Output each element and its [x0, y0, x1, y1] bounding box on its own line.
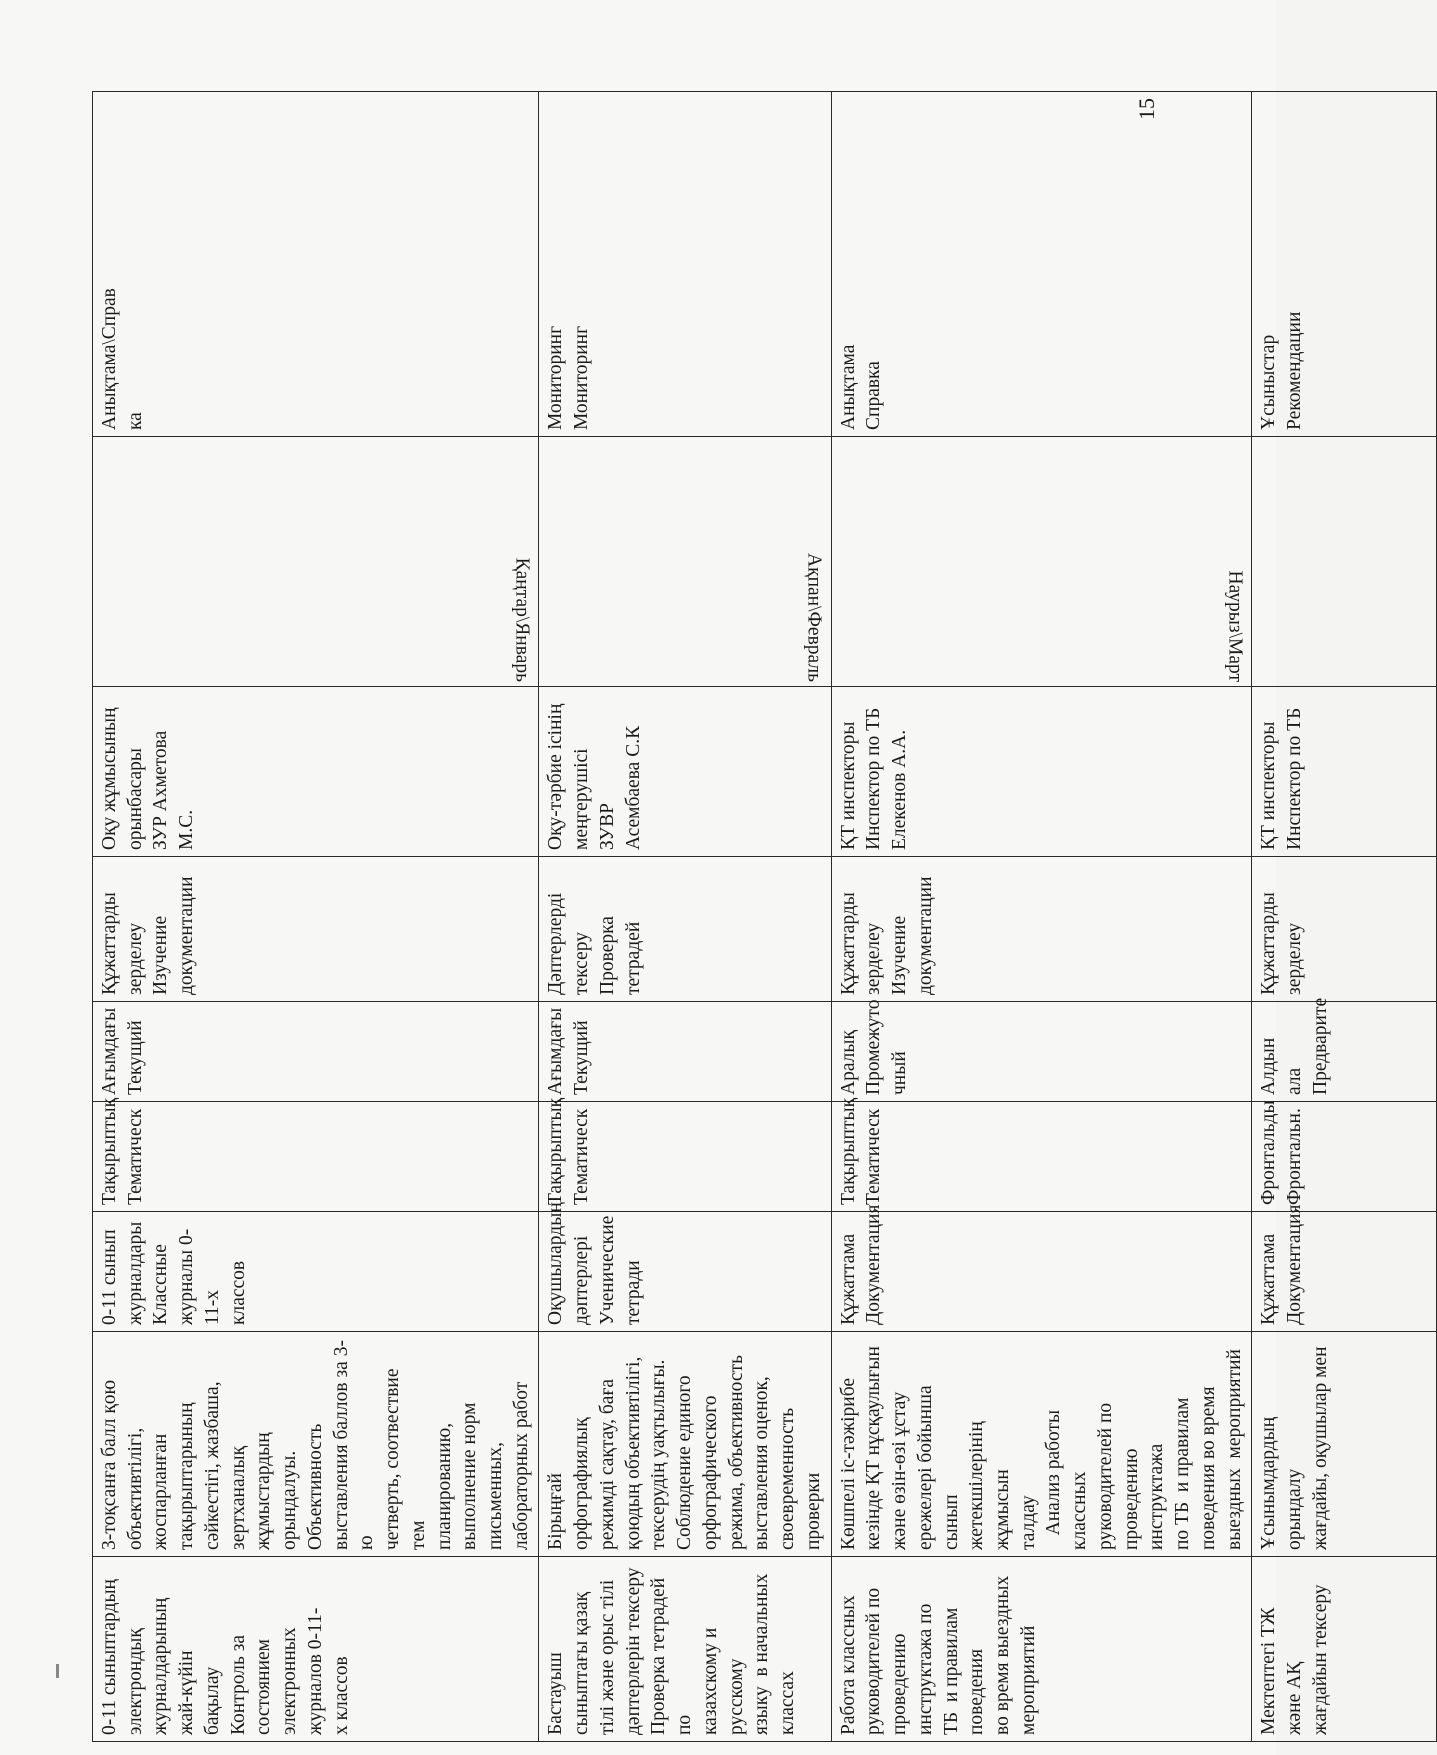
result-line: Ұсыныстар: [1258, 334, 1280, 430]
cell-goal: [539, 1332, 831, 1557]
topic-line: тілі және орыс тілі: [596, 1579, 618, 1735]
topic-line: казахскому и русскому: [699, 1622, 747, 1735]
responsible-line: ЗУР Ахметова: [150, 730, 172, 850]
type-line: Тақырыптық: [545, 1097, 567, 1205]
responsible-line: орынбасары: [124, 747, 146, 850]
goal-line: выполнение норм: [459, 1402, 481, 1550]
topic-line: х классов: [330, 1656, 352, 1735]
topic-line: ТБ и правилам поведения: [940, 1597, 988, 1735]
goal-line: орындалуы.: [279, 1450, 301, 1550]
cell-goal: [831, 1332, 1252, 1557]
table-row: [1252, 92, 1437, 1742]
topic-line: Бастауыш сыныптағы қазақ: [545, 1591, 593, 1735]
topic-line: дәптерлерін тексеру: [622, 1567, 644, 1735]
goal-line: объективтілігі,: [124, 1427, 146, 1550]
topic-line: мероприятий: [1017, 1625, 1039, 1735]
responsible-line: Инспектор по ТБ: [1284, 707, 1306, 850]
goal-line: Объективность: [304, 1423, 326, 1550]
result-line: Справка: [863, 361, 885, 430]
topic-line: электронных журналов 0-11-: [279, 1607, 326, 1735]
object-line: дәптерлері: [571, 1235, 593, 1325]
goal-line: жағдайы, оқушылар мен: [1309, 1346, 1331, 1550]
type-line: Фронтальды: [1258, 1100, 1280, 1205]
object-line: тетради: [622, 1260, 644, 1325]
type-line: Тематическ: [863, 1108, 885, 1205]
cell-month: [93, 437, 539, 687]
cell-object: [1252, 1204, 1437, 1332]
kind-line: Аралық: [837, 1030, 859, 1095]
goal-line: Соблюдение единого: [674, 1375, 696, 1550]
cell-responsible: [1252, 687, 1437, 857]
cell-topic: [831, 1557, 1252, 1742]
responsible-line: Инспектор по ТБ: [863, 707, 885, 850]
method-line: Құжаттарды: [99, 892, 120, 995]
kind-line: Алдын ала: [1258, 1032, 1306, 1095]
cell-topic: [93, 1557, 539, 1742]
object-line: Құжаттама: [1258, 1233, 1280, 1325]
type-line: Тематическ: [571, 1108, 593, 1205]
cell-object: [539, 1202, 831, 1332]
month-label: Наурыз\Март: [1224, 570, 1246, 682]
method-line: документации: [176, 876, 198, 995]
topic-line: во время выездных: [991, 1575, 1013, 1735]
responsible-line: меңгерушісі: [571, 748, 593, 850]
goal-line: лабораторных работ: [510, 1381, 532, 1550]
cell-method: [93, 857, 539, 1002]
method-line: тексеру: [571, 932, 593, 995]
topic-line: языку в начальных классах: [751, 1568, 799, 1735]
cell-method: [1252, 857, 1437, 1002]
scan-mark: [56, 1664, 59, 1678]
topic-line: Мектептегі ТЖ және АҚ: [1258, 1602, 1306, 1735]
cell-type: [831, 1097, 1252, 1212]
kind-line: Промежуто: [863, 999, 885, 1095]
type-line: Тақырыптық: [99, 1097, 120, 1205]
method-line: тетрадей: [622, 921, 644, 995]
cell-month: [539, 437, 831, 687]
kind-line: Текущий: [571, 1020, 593, 1095]
kind-line: Ағымдағы: [99, 1007, 120, 1095]
result-line: Анықтама: [837, 344, 859, 430]
object-line: Оқушылардың: [545, 1202, 567, 1325]
method-line: зерделеу: [863, 922, 885, 995]
cell-kind: [1252, 997, 1437, 1102]
table-row: [539, 92, 831, 1742]
topic-line: Проверка тетрадей по: [648, 1572, 696, 1735]
cell-type: [1252, 1102, 1437, 1212]
cell-type: [93, 1097, 539, 1212]
goal-line: тексерудің уақтылығы.: [648, 1359, 670, 1550]
topic-line: журналдарының жай-күйін: [150, 1592, 198, 1735]
cell-month: [1252, 437, 1437, 687]
responsible-line: М.С.: [176, 809, 198, 850]
control-plan-table: [92, 91, 1437, 1742]
responsible-line: ҚТ инспекторы: [1258, 721, 1280, 850]
responsible-line: ҚТ инспекторы: [837, 721, 859, 850]
responsible-line: Оқу-тәрбие ісінің: [545, 703, 567, 850]
cell-result: [93, 92, 539, 437]
result-line: Мониторинг: [545, 325, 567, 430]
cell-kind: [93, 1002, 539, 1102]
method-line: Проверка: [596, 916, 618, 995]
goal-line: выставления баллов за 3-ю: [330, 1340, 378, 1550]
goal-line: поведения во время: [1197, 1386, 1219, 1550]
goal-line: тақырыптарының: [176, 1402, 198, 1550]
responsible-line: Оқу жұмысының: [99, 707, 120, 850]
object-line: Классные: [150, 1244, 172, 1325]
cell-goal: [93, 1332, 539, 1557]
goal-line: ережелері бойынша сынып: [914, 1380, 962, 1550]
cell-result: [831, 92, 1252, 437]
goal-line: четверть, соотвествие тем: [382, 1363, 429, 1550]
method-line: Дәптерлерді: [545, 892, 567, 995]
kind-line: Ағымдағы: [545, 1007, 567, 1095]
topic-line: Работа классных: [837, 1595, 859, 1735]
object-line: Документация: [863, 1204, 885, 1325]
method-line: зерделеу: [1284, 922, 1306, 995]
table-row: [831, 92, 1252, 1742]
kind-line: Предварите: [1309, 997, 1331, 1095]
goal-line: своевременность проверки: [777, 1402, 824, 1550]
method-line: документации: [914, 876, 936, 995]
goal-line: планированию,: [433, 1422, 455, 1550]
object-line: 0-11 сынып: [99, 1229, 120, 1325]
kind-line: Текущий: [124, 1020, 146, 1095]
page-number: 15: [1134, 98, 1159, 120]
responsible-line: Елекенов А.А.: [889, 729, 911, 850]
goal-line: зертханалық жұмыстардың: [227, 1432, 275, 1550]
result-line: ка: [124, 412, 146, 430]
cell-goal: [1252, 1332, 1437, 1557]
object-line: журналдары: [124, 1221, 146, 1325]
goal-line: Анализ работы классных: [1043, 1404, 1091, 1550]
goal-line: орфографического: [699, 1395, 721, 1550]
cell-result: [1252, 92, 1437, 437]
method-line: Құжаттарды: [1258, 892, 1280, 995]
goal-line: Көшпелі іс-тәжірибе: [837, 1377, 859, 1550]
goal-line: режима, объективность: [725, 1355, 747, 1550]
topic-line: проведению инструктажа по: [889, 1603, 936, 1735]
cell-responsible: [539, 687, 831, 857]
goal-line: Бірыңғай орфографиялық: [545, 1417, 593, 1550]
goal-line: выставления оценок,: [751, 1376, 773, 1550]
cell-responsible: [831, 687, 1252, 857]
topic-line: руководителей по: [863, 1587, 885, 1735]
goal-line: қоюдың объективтілігі,: [622, 1356, 644, 1550]
goal-line: кезінде ҚТ нұсқаулығын: [863, 1346, 885, 1550]
goal-line: Ұсынымдардың орындалу: [1258, 1411, 1306, 1550]
responsible-line: ЗУВР: [596, 803, 618, 850]
cell-month: [831, 437, 1252, 687]
goal-line: руководителей по: [1094, 1402, 1116, 1550]
type-line: Тематическ: [124, 1108, 146, 1205]
method-line: Құжаттарды: [837, 892, 859, 995]
object-line: Құжаттама: [837, 1233, 859, 1325]
cell-kind: [539, 1002, 831, 1102]
topic-line: Контроль за состоянием: [227, 1630, 275, 1735]
cell-method: [831, 857, 1252, 1002]
method-line: Изучение: [889, 915, 911, 995]
table-row: [93, 92, 539, 1742]
goal-line: талдау: [1017, 1495, 1039, 1550]
month-label: Қаңтар\Январь: [511, 557, 533, 682]
topic-line: 0-11 сыныптардың: [99, 1579, 120, 1735]
goal-line: проведению инструктажа: [1120, 1443, 1168, 1550]
type-line: Фронтальн.: [1284, 1108, 1306, 1205]
cell-method: [539, 857, 831, 1002]
goal-line: жетекшілерінің жұмысын: [966, 1416, 1013, 1550]
cell-topic: [539, 1557, 831, 1742]
object-line: Ученические: [596, 1215, 618, 1325]
goal-line: выездных мероприятий: [1223, 1349, 1245, 1550]
cell-result: [539, 92, 831, 437]
goal-line: және өзін-өзі ұстау: [889, 1391, 911, 1550]
result-line: Рекомендации: [1284, 311, 1306, 430]
goal-line: 3-тоқсанға балл қою: [99, 1379, 120, 1550]
cell-object: [831, 1204, 1252, 1332]
object-line: журналы 0-11-х: [176, 1228, 223, 1325]
goal-line: жоспарланған: [150, 1433, 172, 1550]
type-line: Тақырыптық: [837, 1097, 859, 1205]
object-line: классов: [227, 1260, 249, 1325]
method-line: зерделеу: [124, 922, 146, 995]
result-line: Анықтама\Справ: [99, 288, 120, 430]
goal-line: по ТБ и правилам: [1172, 1397, 1194, 1550]
object-line: Документация: [1284, 1204, 1306, 1325]
goal-line: сәйкестігі, жазбаша,: [201, 1381, 223, 1550]
responsible-line: Асембаева С.К: [622, 725, 644, 850]
cell-kind: [831, 999, 1252, 1102]
cell-object: [93, 1212, 539, 1332]
topic-line: бақылау: [201, 1666, 223, 1735]
cell-topic: [1252, 1557, 1437, 1742]
method-line: Изучение: [150, 915, 172, 995]
result-line: Мониторинг: [571, 325, 593, 430]
goal-line: письменных,: [485, 1441, 507, 1550]
goal-line: режимді сақтау, баға: [596, 1378, 618, 1550]
kind-line: чный: [889, 1051, 911, 1095]
cell-type: [539, 1097, 831, 1212]
topic-line: жағдайын тексеру: [1309, 1584, 1331, 1735]
cell-responsible: [93, 687, 539, 857]
topic-line: электрондық: [124, 1628, 146, 1735]
month-label: Ақпан\Февраль: [803, 553, 825, 682]
